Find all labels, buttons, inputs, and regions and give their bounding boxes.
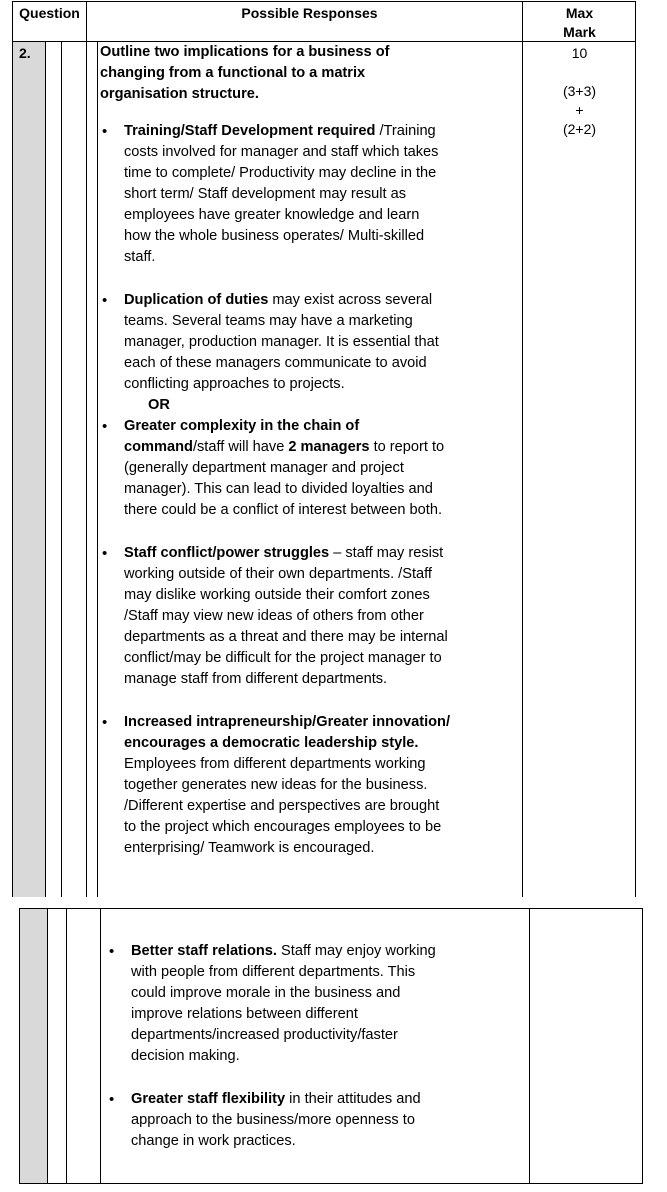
- response-item: • Training/Staff Development required /Training costs involved for manager and staff which takes time to complete/ Productivity may decline in the short term/ Staff development may result as employees have greater knowledge and learn how the whole business operates/ Multi-skilled staff.: [100, 121, 450, 268]
- responses-table-page-1: [12, 1, 636, 897]
- divider: [529, 909, 530, 1183]
- header-max: Max: [565, 5, 594, 21]
- question-text: Outline two implications for a business of changing from a functional to a matrix organisation structure.: [100, 44, 390, 102]
- question-column-shade: [13, 42, 45, 897]
- divider: [66, 909, 67, 1183]
- response-item: • Greater staff flexibility in their attitudes and approach to the business/more openness to change in work practices.: [107, 1089, 437, 1152]
- header-question: Question: [19, 5, 80, 21]
- mark-plus: +: [575, 102, 584, 118]
- max-mark-column: [522, 44, 637, 139]
- response-item: • Increased intrapreneurship/Greater innovation/ encourages a democratic leadership style. Employees from different departments working together generates new ideas for the business. /Different expertise and perspectives are brought to the project which encourages employees to be enterprising/ Teamwork is encouraged.: [100, 712, 450, 859]
- divider: [86, 2, 87, 897]
- response-list: [107, 941, 437, 1152]
- divider: [45, 42, 46, 897]
- divider: [47, 909, 48, 1183]
- question-number: 2.: [19, 45, 31, 61]
- response-list: [100, 121, 450, 395]
- total-mark: 10: [571, 45, 588, 61]
- response-item: • Better staff relations. Staff may enjoy working with people from different departments. This could improve morale in the business and improve relations between different departments/increased productivity/faster decision making.: [107, 941, 437, 1067]
- or-separator: OR: [148, 397, 170, 413]
- responses-table-page-2: [19, 908, 643, 1184]
- divider: [61, 42, 62, 897]
- divider: [97, 42, 98, 897]
- header-mark: Mark: [563, 24, 596, 40]
- header-max-mark: [522, 4, 637, 42]
- header-possible-responses: Possible Responses: [241, 5, 378, 21]
- responses-content-page-1: [100, 42, 450, 859]
- response-list: [100, 416, 450, 859]
- question-column-shade: [20, 909, 47, 1183]
- response-item: • Staff conflict/power struggles – staff may resist working outside of their own departments. /Staff may dislike working outside their comfort zones /Staff may view new ideas of others from other departments as a threat and there may be internal conflict/may be difficult for the project manager to manage staff from different departments.: [100, 543, 450, 690]
- responses-content-page-2: [107, 941, 437, 1152]
- mark-split-a: (3+3): [562, 83, 597, 99]
- response-item: • Greater complexity in the chain of command/staff will have 2 managers to report to (generally department manager and project manager). This can lead to divided loyalties and there could be a conflict of interest between both.: [100, 416, 450, 521]
- mark-split-b: (2+2): [562, 121, 597, 137]
- response-item: • Duplication of duties may exist across several teams. Several teams may have a marketing manager, production manager. It is essential that each of these managers communicate to avoid conflicting approaches to projects.: [100, 290, 450, 395]
- divider: [100, 909, 101, 1183]
